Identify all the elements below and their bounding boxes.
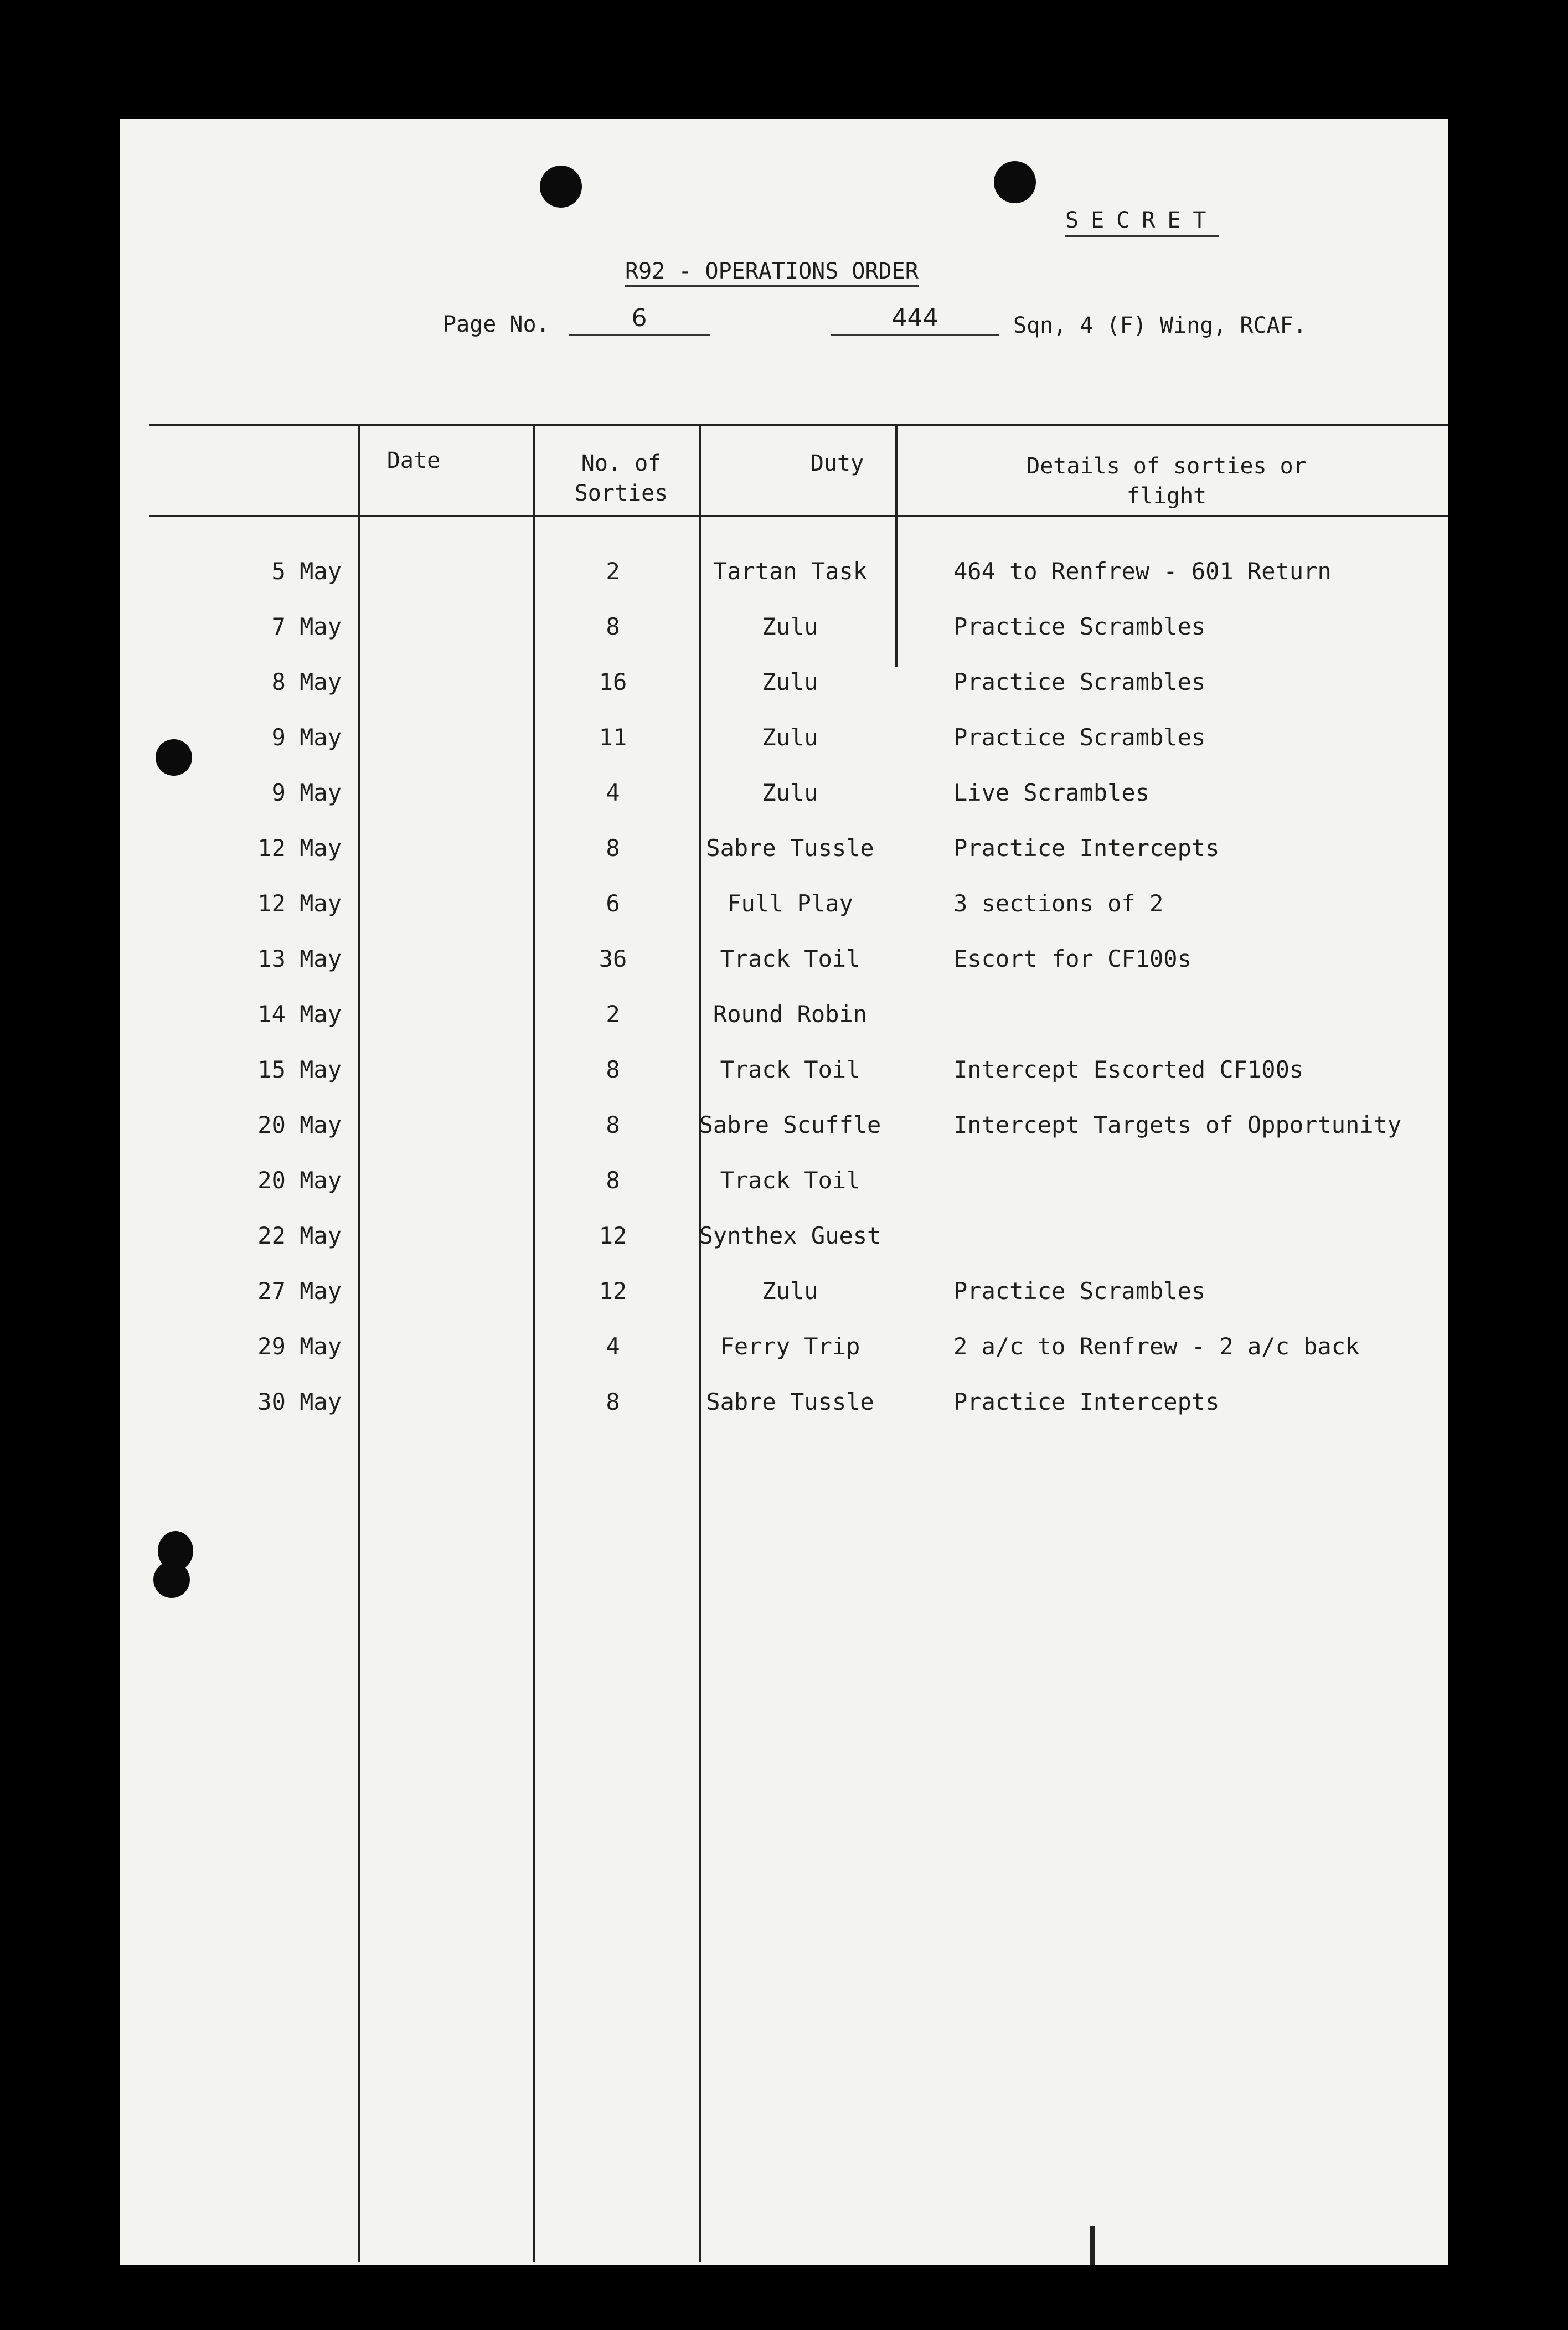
row-sorties: 8	[606, 1167, 620, 1194]
column-header-duty	[790, 449, 884, 478]
row-details: Practice Scrambles	[953, 724, 1206, 751]
column-header-date	[372, 446, 455, 476]
row-details: 3 sections of 2	[953, 890, 1164, 917]
column-header-duty-text: Duty	[810, 451, 864, 476]
row-duty: Zulu	[762, 613, 818, 640]
row-sorties: 36	[599, 945, 627, 972]
row-duty: Track Toil	[720, 1167, 860, 1194]
row-details: Escort for CF100s	[953, 945, 1192, 972]
pen-mark	[1090, 2226, 1095, 2265]
punch-hole	[540, 166, 582, 208]
row-date: 27 May	[257, 1277, 342, 1305]
column-header-sorties	[563, 449, 679, 508]
row-duty: Sabre Tussle	[706, 834, 874, 862]
document-page	[120, 119, 1448, 2265]
row-sorties: 6	[606, 890, 620, 917]
row-duty: Sabre Scuffle	[699, 1111, 881, 1138]
row-date: 29 May	[257, 1333, 342, 1360]
row-sorties: 12	[599, 1222, 627, 1249]
row-date: 7 May	[271, 613, 342, 640]
row-date: 9 May	[271, 724, 342, 751]
squadron-number: 444	[831, 304, 999, 336]
column-divider	[533, 424, 535, 2262]
column-divider	[358, 424, 360, 2262]
row-date: 20 May	[257, 1111, 342, 1138]
row-sorties: 8	[606, 1056, 620, 1083]
row-sorties: 4	[606, 1333, 620, 1360]
row-details: Intercept Targets of Opportunity	[953, 1111, 1402, 1138]
row-details: 2 a/c to Renfrew - 2 a/c back	[953, 1333, 1360, 1360]
row-sorties: 11	[599, 724, 627, 751]
row-duty: Round Robin	[713, 1001, 868, 1028]
classification-stamp: SECRET	[1065, 208, 1219, 237]
row-duty: Zulu	[762, 1277, 818, 1305]
row-sorties: 4	[606, 779, 620, 806]
row-sorties: 8	[606, 613, 620, 640]
row-duty: Zulu	[762, 668, 818, 695]
row-sorties: 16	[599, 668, 627, 695]
punch-hole	[994, 161, 1036, 203]
row-sorties: 12	[599, 1277, 627, 1305]
document-title: R92 - OPERATIONS ORDER	[625, 259, 919, 287]
row-duty: Tartan Task	[713, 558, 868, 585]
row-details: Intercept Escorted CF100s	[953, 1056, 1304, 1083]
row-date: 22 May	[257, 1222, 342, 1249]
row-duty: Track Toil	[720, 945, 860, 972]
row-duty: Zulu	[762, 724, 818, 751]
squadron-label: Sqn, 4 (F) Wing, RCAF.	[1013, 313, 1307, 338]
row-date: 13 May	[257, 945, 342, 972]
row-sorties: 2	[606, 1001, 620, 1028]
row-date: 12 May	[257, 890, 342, 917]
row-sorties: 8	[606, 1388, 620, 1415]
row-duty: Full Play	[727, 890, 853, 917]
row-details: Practice Scrambles	[953, 613, 1206, 640]
column-header-details-text: Details of sorties or flight	[1027, 453, 1307, 509]
column-header-sorties-text: No. of Sorties	[574, 451, 668, 506]
row-date: 14 May	[257, 1001, 342, 1028]
row-date: 20 May	[257, 1167, 342, 1194]
row-date: 9 May	[271, 779, 342, 806]
row-date: 15 May	[257, 1056, 342, 1083]
row-details: Practice Intercepts	[953, 1388, 1220, 1415]
row-duty: Ferry Trip	[720, 1333, 860, 1360]
punch-hole	[156, 739, 192, 776]
row-duty: Sabre Tussle	[706, 1388, 874, 1415]
row-duty: Track Toil	[720, 1056, 860, 1083]
row-details: Practice Scrambles	[953, 668, 1206, 695]
row-details: Practice Scrambles	[953, 1277, 1206, 1305]
row-sorties: 8	[606, 834, 620, 862]
table-top-rule	[149, 424, 1448, 426]
row-date: 5 May	[271, 558, 342, 585]
row-duty: Synthex Guest	[699, 1222, 881, 1249]
row-details: 464 to Renfrew - 601 Return	[953, 558, 1332, 585]
page-number-label: Page No.	[443, 312, 550, 337]
row-date: 12 May	[257, 834, 342, 862]
row-duty: Zulu	[762, 779, 818, 806]
row-sorties: 2	[606, 558, 620, 585]
row-sorties: 8	[606, 1111, 620, 1138]
column-header-details	[1006, 451, 1327, 511]
row-date: 30 May	[257, 1388, 342, 1415]
column-divider	[895, 424, 898, 667]
page-number-value: 6	[569, 304, 710, 336]
column-header-date-text: Date	[386, 448, 441, 473]
table-header-rule	[149, 515, 1448, 517]
row-details: Live Scrambles	[953, 779, 1150, 806]
row-date: 8 May	[271, 668, 342, 695]
punch-hole	[153, 1561, 190, 1598]
row-details: Practice Intercepts	[953, 834, 1220, 862]
